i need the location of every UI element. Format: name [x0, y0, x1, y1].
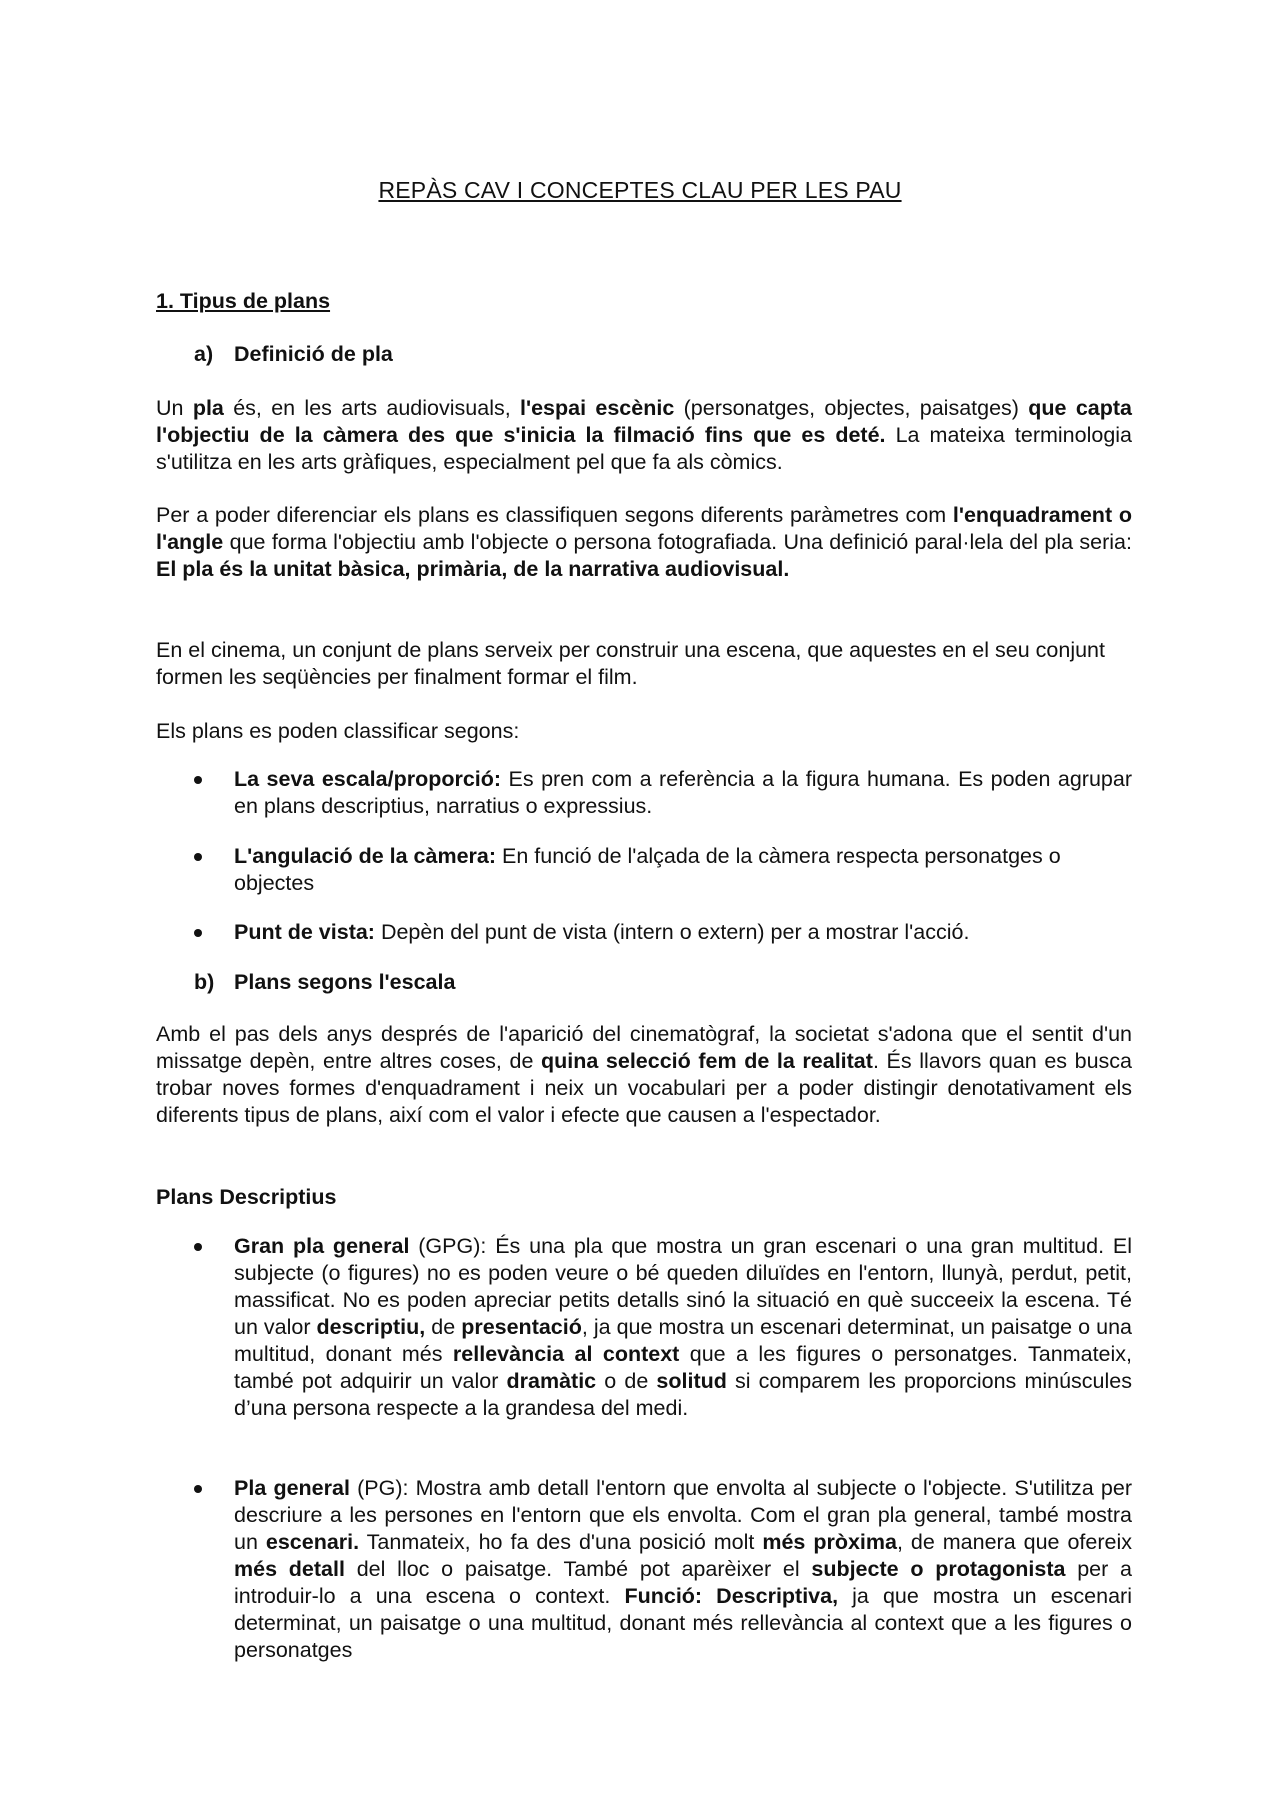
subheading-label: a): [194, 342, 214, 366]
list-item: Pla general (PG): Mostra amb detall l'entorn que envolta al subjecte o l'objecte. S'utilitza per descriure a les persones en l'entorn que els envolta. Com el gran pla general, també mostra un escenari. Tanmateix, ho fa des d'una posició molt més pròxima, de manera que ofereix més detall del lloc o paisatge. També pot aparèixer el subjecte o protagonista per a introduir-lo a una escena o context. Funció: Descriptiva, ja que mostra un escenari determinat, un paisatge o una multitud, donant més rellevància al context que a les figures o personatges: [194, 1475, 1132, 1664]
subheading-text: Plans segons l'escala: [234, 970, 456, 994]
paragraph-definicio: Un pla és, en les arts audiovisuals, l'espai escènic (personatges, objectes, paisatges) que capta l'objectiu de la càmera des que s'inicia la filmació fins que es deté. La mateixa terminologia s'utilitza en les arts gràfiques, especialment pel que fa als còmics.: [156, 396, 1133, 474]
list-item: La seva escala/proporció: Es pren com a referència a la figura humana. Es poden agrupar en plans descriptius, narratius o expressius.: [194, 766, 1132, 820]
bullet-icon: [194, 776, 202, 784]
paragraph-escala: Amb el pas dels anys després de l'aparició del cinematògraf, la societat s'adona que el sentit d'un missatge depèn, entre altres coses, de quina selecció fem de la realitat. És llavors quan es busca trobar noves formes d'enquadrament i neix un vocabulari per a poder distingir denotativament els diferents tipus de plans, així com el valor i efecte que causen a l'espectador.: [156, 1022, 1133, 1127]
subheading-text: Definició de pla: [234, 342, 393, 366]
bullet-icon: [194, 853, 202, 861]
section-heading-tipus-de-plans: 1. Tipus de plans: [156, 289, 331, 313]
subheading-label: b): [194, 970, 215, 994]
bullet-icon: [194, 929, 202, 937]
list-item: Gran pla general (GPG): És una pla que mostra un gran escenari o una gran multitud. El subjecte (o figures) no es poden veure o bé queden diluïdes en l'entorn, llunyà, perdut, petit, massificat. No es poden apreciar petits detalls sinó la situació en què succeeix la escena. Té un valor descriptiu, de presentació, ja que mostra un escenari determinat, un paisatge o una multitud, donant més rellevància al context que a les figures o personatges. Tanmateix, també pot adquirir un valor dramàtic o de solitud si comparem les proporcions minúscules d’una persona respecte a la grandesa del medi.: [194, 1233, 1132, 1422]
list-item: Punt de vista: Depèn del punt de vista (intern o extern) per a mostrar l'acció.: [194, 919, 1132, 946]
document-title: REPÀS CAV I CONCEPTES CLAU PER LES PAU: [378, 177, 902, 203]
bullet-icon: [194, 1485, 202, 1493]
paragraph-plans-segons: Els plans es poden classificar segons:: [156, 719, 520, 743]
subheading-plans-segons-escala: [194, 969, 455, 996]
paragraph-cinema: En el cinema, un conjunt de plans serveix per construir una escena, que aquestes en el seu conjunt formen les seqüències per finalment formar el film.: [156, 638, 1105, 689]
list-item: L'angulació de la càmera: En funció de l'alçada de la càmera respecta personatges o objectes: [194, 843, 1132, 897]
paragraph-classificacio: Per a poder diferenciar els plans es classifiquen segons diferents paràmetres com l'enquadrament o l'angle que forma l'objectiu amb l'objecte o persona fotografiada. Una definició paral·lela del pla seria: El pla és la unitat bàsica, primària, de la narrativa audiovisual.: [156, 503, 1132, 581]
heading-plans-descriptius: Plans Descriptius: [156, 1185, 337, 1209]
subheading-definicio-de-pla: [194, 341, 393, 368]
bullet-icon: [194, 1243, 202, 1251]
